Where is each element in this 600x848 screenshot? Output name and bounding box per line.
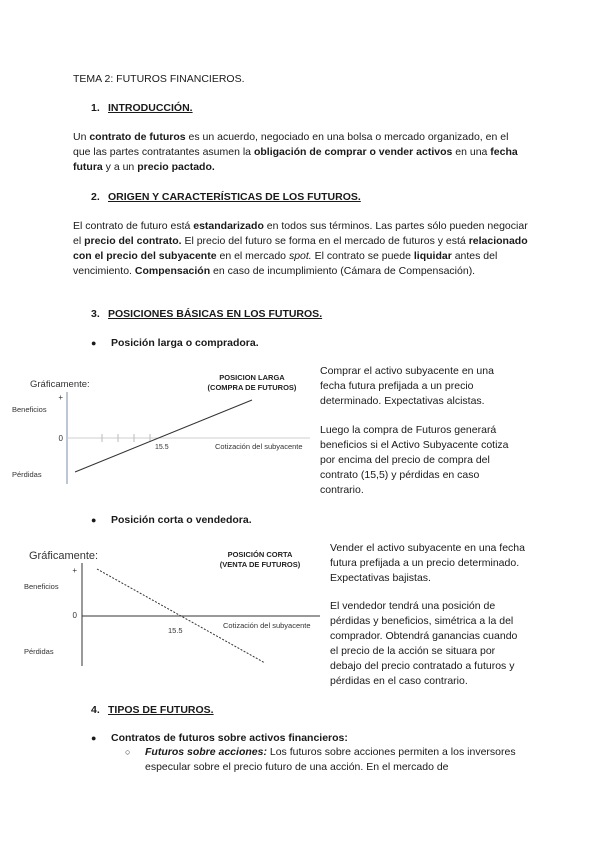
chart-short-y-zero: 0 — [72, 611, 77, 620]
chart-short-subtitle: (VENTA DE FUTUROS) — [219, 560, 301, 569]
stock-futures-label: Futuros sobre acciones: — [145, 746, 267, 758]
section-3-number: 3. — [91, 308, 100, 320]
chart-short-x-label: Cotización del subyacente — [223, 621, 311, 630]
chart-long-benefits-label: Beneficios — [12, 405, 47, 414]
s2-bold-3: relacionado con el precio del subyacente — [73, 235, 528, 262]
section-4-title: TIPOS DE FUTUROS. — [108, 704, 214, 716]
chart-short-losses-label: Pérdidas — [24, 647, 54, 656]
section-3-title: POSICIONES BÁSICAS EN LOS FUTUROS. — [108, 308, 323, 320]
chart-short-title: POSICIÓN CORTA — [227, 550, 293, 559]
chart-short-benefits-label: Beneficios — [24, 582, 59, 591]
s2-italic-1: spot. — [288, 250, 312, 262]
s2-text-3: El precio del futuro se forma en el mercado de futuros y está — [181, 235, 469, 247]
s2-text-4: en el mercado — [216, 250, 289, 262]
long-position-text-2: Luego la compra de Futuros generará beneficios si el Activo Subyacente cotiza por encima del precio de compra del contrato (15,5) y pérdidas en caso contrario. — [320, 424, 509, 496]
s2-text-6: antes del vencimiento. — [73, 250, 498, 277]
section-4-number: 4. — [91, 704, 100, 716]
bullet-long-position — [91, 336, 259, 351]
section-4-heading — [91, 703, 214, 718]
chart-long-graph-label: Gráficamente: — [30, 379, 90, 390]
section-1-paragraph — [73, 130, 528, 175]
section-2-title: ORIGEN Y CARACTERÍSTICAS DE LOS FUTUROS. — [108, 191, 361, 203]
chart-long-position — [10, 368, 320, 488]
s1-text-2: es un acuerdo, negociado en una bolsa o mercado organizado, en el que las partes contratantes asumen la — [73, 131, 509, 158]
chart-long-x-label: Cotización del subyacente — [215, 442, 303, 451]
bullet-dot-icon: ● — [91, 515, 97, 525]
s2-bold-4: liquidar — [413, 250, 452, 262]
section-1-title: INTRODUCCIÓN. — [108, 102, 193, 114]
section-1-heading — [91, 101, 193, 116]
chart-short-y-plus: + — [72, 566, 77, 575]
sub-bullet-circle-icon: ○ — [125, 747, 131, 757]
s1-text-3: en una — [452, 146, 491, 158]
s2-text-1: El contrato de futuro está — [73, 220, 194, 232]
chart-short-position — [15, 543, 330, 668]
chart-long-x-mark: 15.5 — [155, 444, 169, 451]
bullet-dot-icon: ● — [91, 733, 97, 743]
document-title: TEMA 2: FUTUROS FINANCIEROS. — [73, 73, 245, 85]
chart-long-y-plus: + — [58, 393, 63, 402]
chart-short-x-mark: 15.5 — [168, 626, 183, 635]
bullet-short-label: Posición corta o vendedora. — [111, 514, 252, 526]
s2-text-5: El contrato se puede — [311, 250, 414, 262]
s2-bold-5: Compensación — [134, 265, 211, 277]
chart-long-losses-label: Pérdidas — [12, 470, 42, 479]
s1-text-1: Un — [73, 131, 90, 143]
s2-bold-2: precio del contrato. — [84, 235, 182, 247]
chart-short-graph-label: Gráficamente: — [29, 550, 99, 562]
chart-long-y-zero: 0 — [58, 434, 63, 443]
chart-long-subtitle: (COMPRA DE FUTUROS) — [207, 383, 297, 392]
stock-futures-text: Los futuros sobre acciones permiten a los inversores especular sobre el precio futuro de una acción. En el mercado de — [145, 746, 516, 773]
bullet-financial-futures — [91, 731, 348, 746]
bullet-short-position — [91, 513, 252, 528]
s1-bold-2: obligación de comprar o vender activos — [253, 146, 453, 158]
s1-bold-4: precio pactado. — [137, 161, 215, 173]
section-2-paragraph — [73, 219, 528, 279]
long-position-text-1: Comprar el activo subyacente en una fecha futura prefijada a un precio determinado. Expectativas alcistas. — [320, 365, 494, 407]
section-2-number: 2. — [91, 191, 100, 203]
section-3-heading — [91, 307, 322, 322]
section-2-heading — [91, 190, 361, 205]
bullet-dot-icon: ● — [91, 338, 97, 348]
sub-bullet-stock-futures — [145, 745, 527, 775]
s1-bold-3: fecha futura — [73, 146, 518, 173]
s2-text-7: en caso de incumplimiento (Cámara de Compensación). — [210, 265, 476, 277]
short-position-text-1: Vender el activo subyacente en una fecha futura prefijada a un precio determinado. Expectativas bajistas. — [330, 542, 525, 584]
s1-text-4: y a un — [102, 161, 138, 173]
s2-text-2: en todos sus términos. Las partes sólo pueden negociar el — [73, 220, 528, 247]
s2-bold-1: estandarizado — [193, 220, 264, 232]
section-1-number: 1. — [91, 102, 100, 114]
bullet-long-label: Posición larga o compradora. — [111, 337, 259, 349]
s1-bold-1: contrato de futuros — [89, 131, 186, 143]
chart-long-title: POSICION LARGA — [219, 373, 285, 382]
short-position-text-2: El vendedor tendrá una posición de pérdidas y beneficios, simétrica a la del comprador. Obtendrá ganancias cuando el precio de la acción se situara por debajo del precio contratado a futuros y pérdidas en el caso contrario. — [330, 600, 518, 687]
bullet-financial-futures-label: Contratos de futuros sobre activos financieros: — [111, 732, 348, 744]
